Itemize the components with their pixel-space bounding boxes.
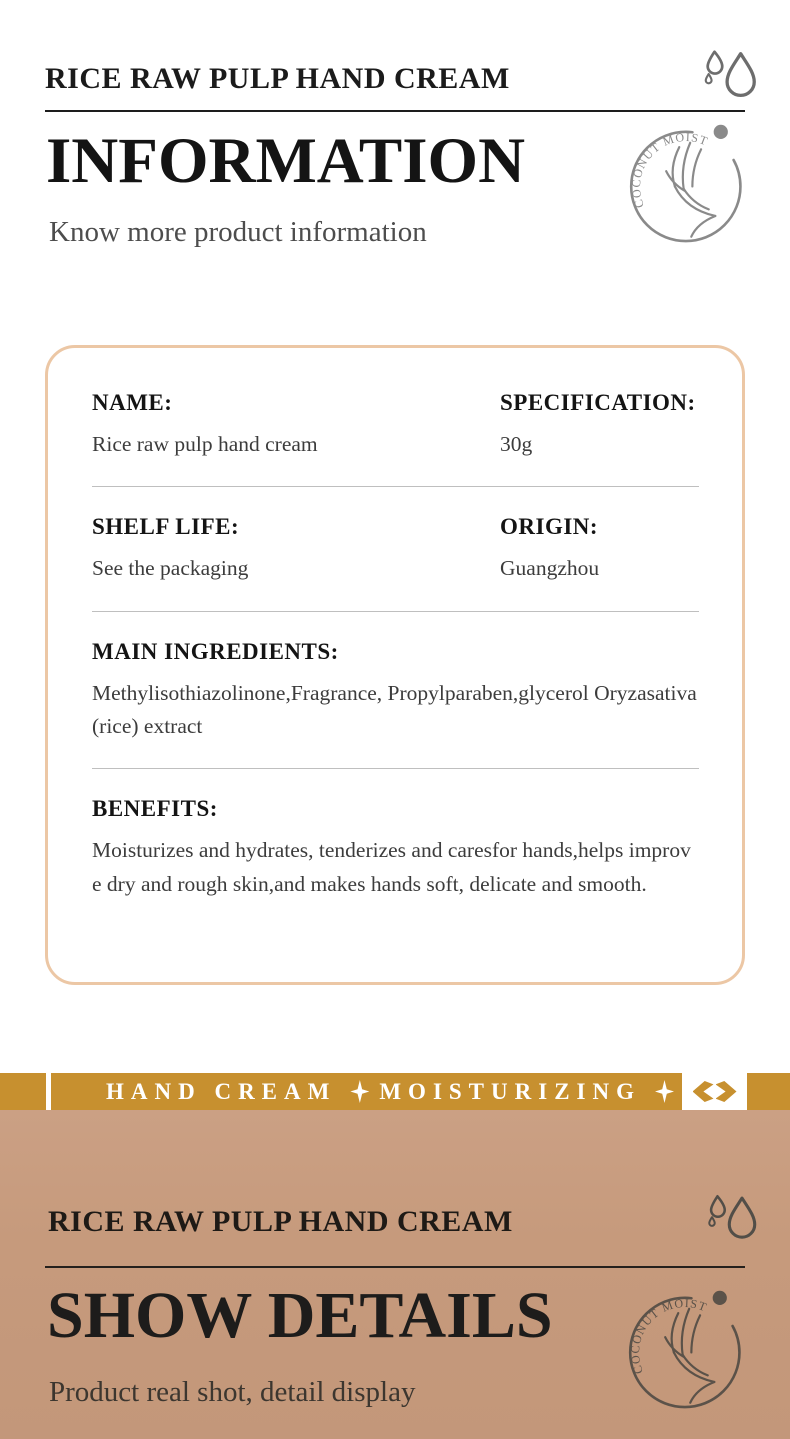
field-shelf-life [92, 514, 500, 585]
name-value: Rice raw pulp hand cream [92, 432, 318, 456]
card-divider [92, 768, 699, 769]
badge-dot-icon [713, 1291, 727, 1305]
header-divider [45, 1266, 745, 1268]
arrow-right-icon [716, 1081, 737, 1102]
section-header-title: RICE RAW PULP HAND CREAM [48, 1205, 513, 1238]
sparkle-icon [655, 1080, 674, 1103]
badge-dot-icon [714, 125, 728, 139]
hand-illustration-icon [666, 143, 715, 237]
svg-text:COCONUT MOIST [629, 130, 710, 210]
benefits-value: Moisturizes and hydrates, tenderizes and caresfor hands,helps improve dry and rough skin,and makes hands soft, delicate and smooth. [92, 838, 691, 896]
field-name [92, 390, 500, 461]
specification-label: SPECIFICATION: [500, 390, 696, 415]
promo-banner [0, 1073, 790, 1110]
banner-text [0, 1073, 790, 1110]
page-subtitle: Product real shot, detail display [49, 1376, 416, 1408]
field-benefits [92, 796, 699, 901]
shelf-life-value: See the packaging [92, 556, 249, 581]
coconut-moist-badge [617, 110, 759, 252]
arrow-left-icon [693, 1081, 714, 1102]
page-title: INFORMATION [46, 125, 526, 197]
main-ingredients-label: MAIN INGREDIENTS: [92, 638, 339, 664]
badge-arc-text: COCONUT MOIST [628, 129, 711, 210]
origin-label: ORIGIN: [500, 514, 599, 540]
origin-value: Guangzhou [500, 556, 600, 581]
water-drops-icon [702, 1190, 762, 1248]
product-info-card [45, 345, 745, 985]
shelf-life-label: SHELF LIFE: [92, 514, 240, 540]
page-subtitle: Know more product information [49, 216, 427, 248]
water-drops-icon [698, 46, 762, 106]
specification-value: 30g [500, 432, 533, 456]
banner-left-text: HAND CREAM [105, 1078, 337, 1104]
section-header-title: RICE RAW PULP HAND CREAM [45, 62, 510, 95]
banner-right-text: MOISTURIZING [379, 1078, 641, 1104]
field-origin [500, 514, 699, 585]
card-divider [92, 611, 699, 612]
card-divider [92, 486, 699, 487]
page-title: SHOW DETAILS [47, 1279, 553, 1352]
benefits-label: BENEFITS: [92, 796, 218, 822]
field-main-ingredients [92, 639, 699, 744]
field-specification [500, 390, 699, 461]
name-label: NAME: [92, 390, 173, 415]
coconut-moist-badge [616, 1276, 758, 1418]
badge-arc-text: COCONUT MOIST [627, 1295, 710, 1376]
main-ingredients-value: Methylisothiazolinone,Fragrance, Propylparaben,glycerol Oryzasativa(rice) extract [92, 680, 697, 738]
carousel-arrows-button[interactable] [682, 1073, 747, 1110]
show-details-section [0, 1110, 790, 1439]
sparkle-icon [350, 1080, 369, 1103]
hand-illustration-icon [665, 1309, 714, 1403]
svg-text:COCONUT MOIST [628, 1296, 709, 1376]
